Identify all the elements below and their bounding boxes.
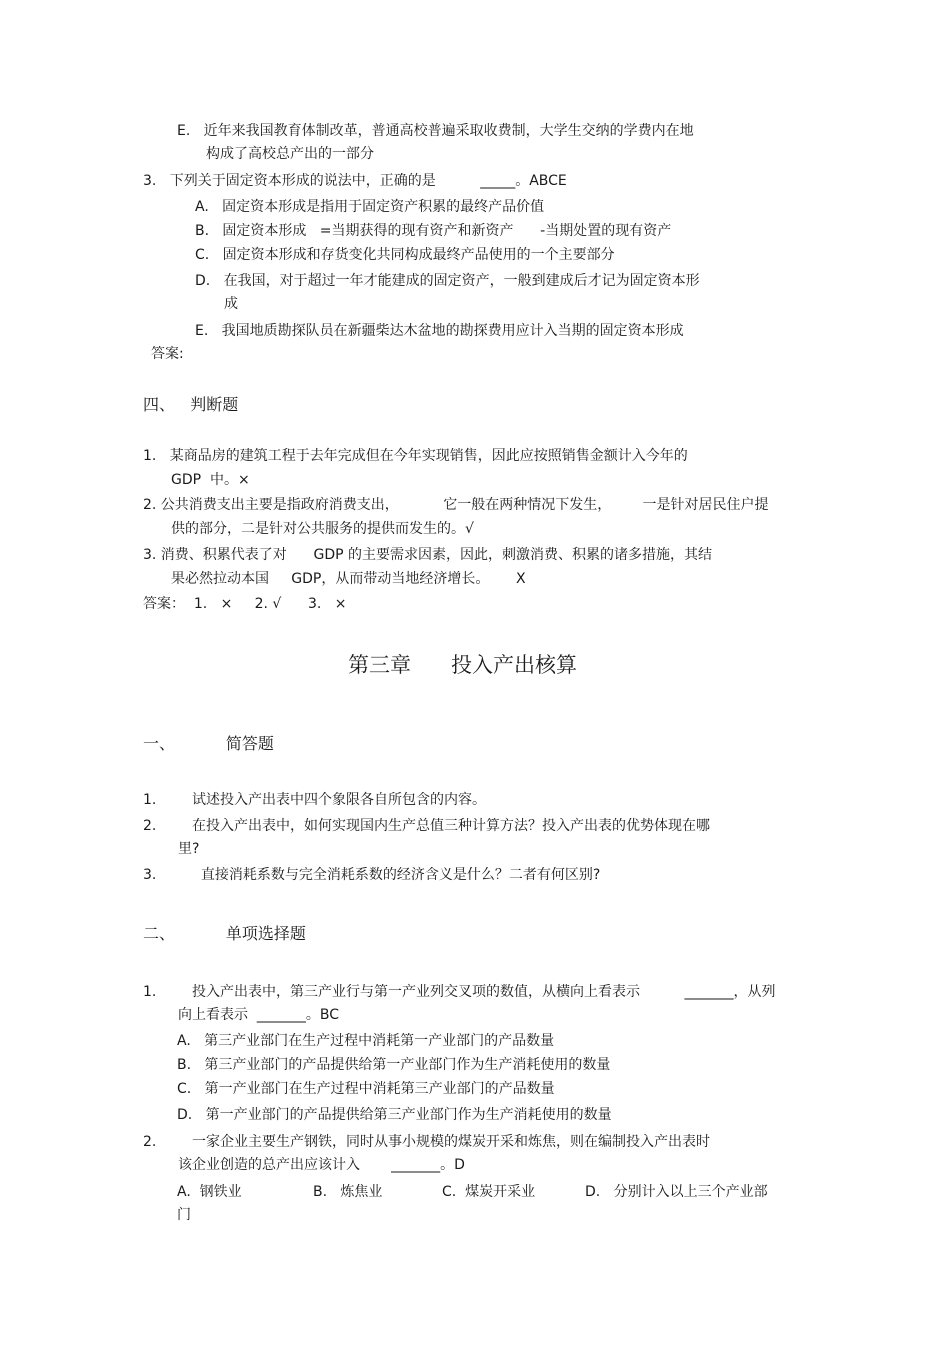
judge-2-line1: 2. 公共消费支出主要是指政府消费支出， 它一般在两种情况下发生， 一是针对居民住户提 [143,497,769,513]
judge-3-line2: 果必然拉动本国 GDP，从而带动当地经济增长。 X [171,571,526,587]
question-3-stem: 3. 下列关于固定资本形成的说法中，正确的是 _____。ABCE [143,173,567,189]
option-e-line2: 构成了高校总产出的一部分 [206,146,374,162]
question-3-option-c: C. 固定资本形成和存货变化共同构成最终产品使用的一个主要部分 [195,247,615,263]
question-3-option-e: E. 我国地质勘探队员在新疆柴达木盆地的勘探费用应计入当期的固定资本形成 [195,323,684,339]
choice-1-option-b: B. 第三产业部门的产品提供给第一产业部门作为生产消耗使用的数量 [177,1057,611,1073]
judge-1-line2: GDP 中。× [171,472,250,488]
choice-1-line1: 1. 投入产出表中，第三产业行与第一产业列交叉项的数值，从横向上看表示 _______，从列 [143,984,776,1000]
chapter-title: 第三章 投入产出核算 [347,653,578,677]
choice-1-option-d: D. 第一产业部门的产品提供给第三产业部门作为生产消耗使用的数量 [177,1107,612,1123]
choice-2-option-a: A. 钢铁业 [177,1184,242,1200]
question-3-option-d-line2: 成 [224,296,238,312]
choice-2-line1: 2. 一家企业主要生产钢铁，同时从事小规模的煤炭开采和炼焦，则在编制投入产出表时 [143,1134,710,1150]
choice-2-option-d-cont: 门 [177,1207,191,1223]
question-3-option-b: B. 固定资本形成 =当期获得的现有资产和新资产 -当期处置的现有资产 [195,223,672,239]
short-answer-1: 1. 试述投入产出表中四个象限各自所包含的内容。 [143,792,486,808]
judge-1-line1: 1. 某商品房的建筑工程于去年完成但在今年实现销售，因此应按照销售金额计入今年的 [143,448,688,464]
short-answer-2-line2: 里? [178,841,200,857]
answer-label: 答案: [151,346,184,362]
choice-2-line2: 该企业创造的总产出应该计入 _______。D [178,1157,465,1173]
short-answer-3: 3. 直接消耗系数与完全消耗系数的经济含义是什么？二者有何区别? [143,867,601,883]
question-3-option-d-line1: D. 在我国，对于超过一年才能建成的固定资产，一般到建成后才记为固定资本形 [195,273,700,289]
section-4-heading: 四、 判断题 [143,395,239,414]
judge-3-line1: 3. 消费、积累代表了对 GDP 的主要需求因素，因此，刺激消费、积累的诸多措施，其结 [143,547,713,563]
choice-1-option-a: A. 第三产业部门在生产过程中消耗第一产业部门的产品数量 [177,1033,555,1049]
section-2-heading: 二、 单项选择题 [143,924,306,943]
judge-2-line2: 供的部分，二是针对公共服务的提供而发生的。√ [171,521,474,537]
choice-2-option-c: C. 煤炭开采业 [442,1184,536,1200]
choice-2-option-b: B. 炼焦业 [313,1184,383,1200]
choice-2-option-d: D. 分别计入以上三个产业部 [585,1184,768,1200]
choice-1-line2: 向上看表示 _______。BC [178,1007,340,1023]
judge-answers: 答案： 1. × 2. √ 3. × [143,596,347,612]
question-3-option-a: A. 固定资本形成是指用于固定资产积累的最终产品价值 [195,199,545,215]
option-e-line1: E. 近年来我国教育体制改革，普通高校普遍采取收费制，大学生交纳的学费内在地 [177,123,694,139]
short-answer-2-line1: 2. 在投入产出表中，如何实现国内生产总值三种计算方法？投入产出表的优势体现在哪 [143,818,710,834]
section-1-heading: 一、 简答题 [143,734,274,753]
choice-1-option-c: C. 第一产业部门在生产过程中消耗第三产业部门的产品数量 [177,1081,555,1097]
